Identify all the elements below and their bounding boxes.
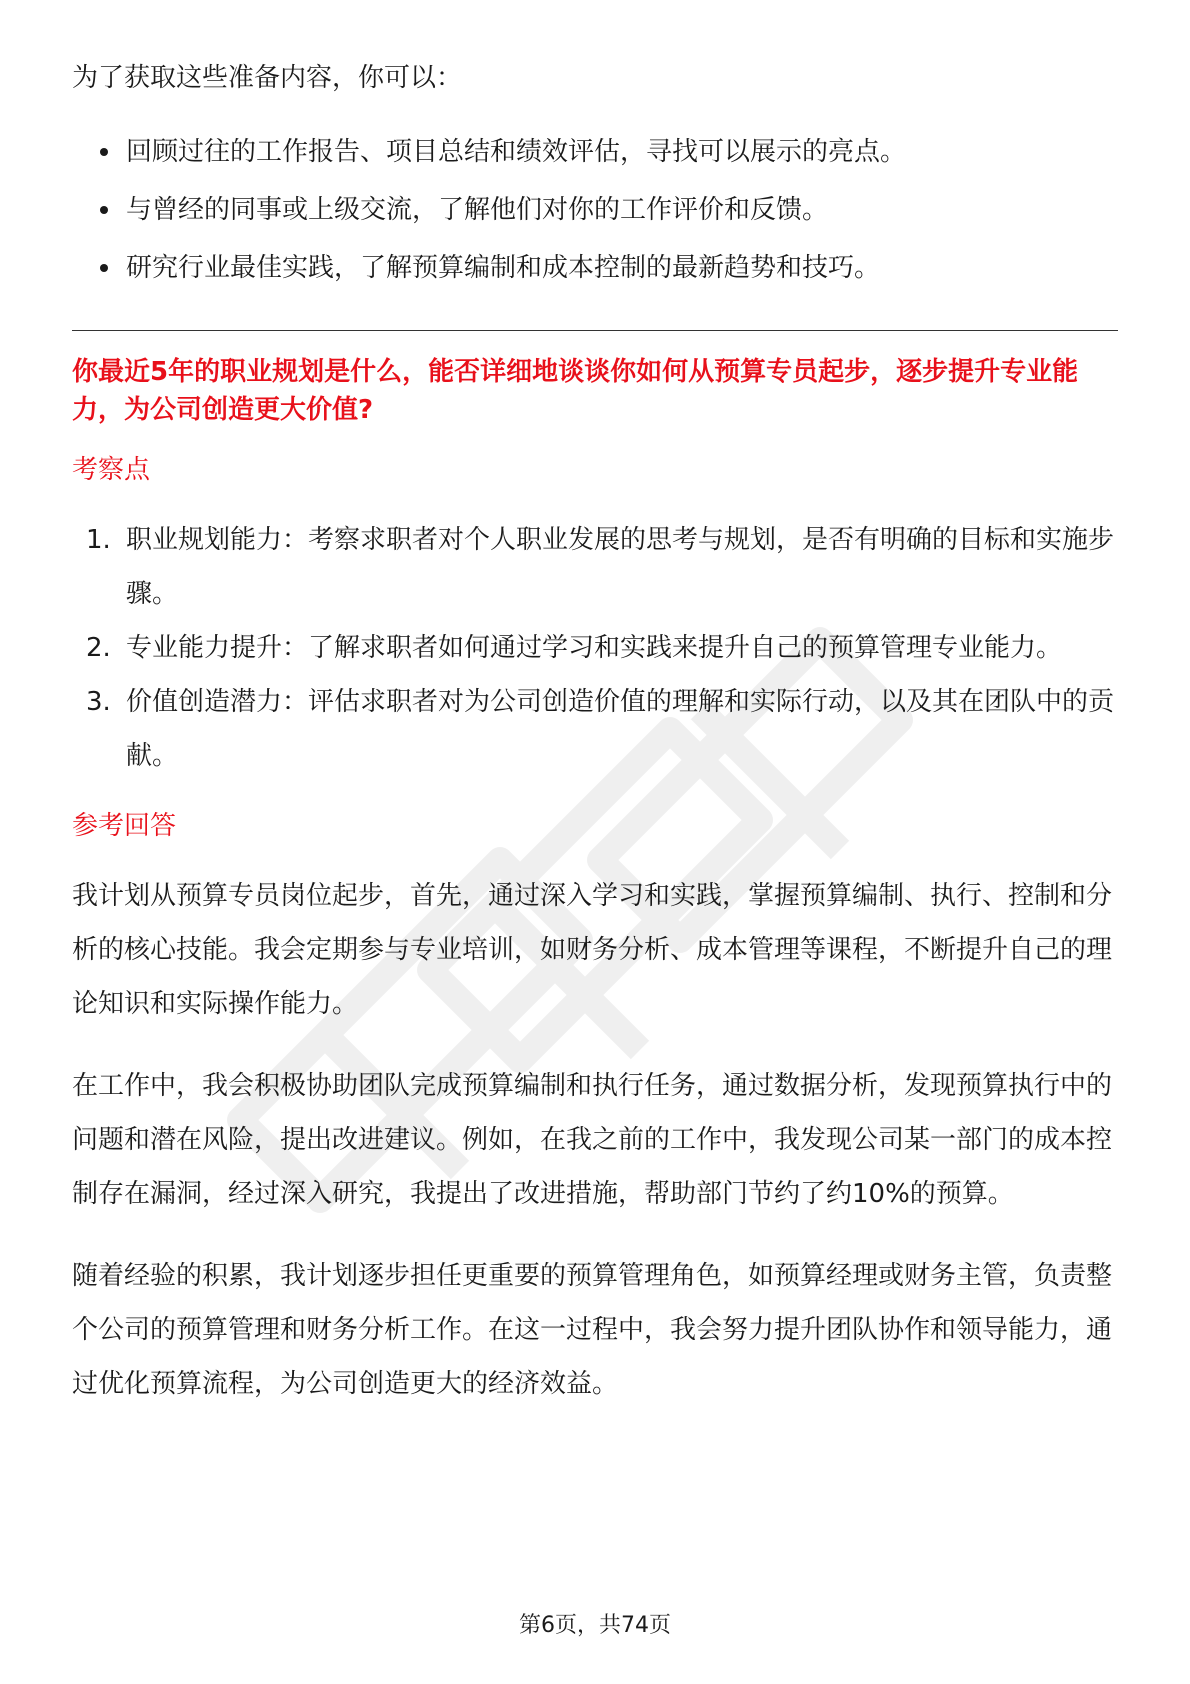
section-divider <box>72 330 1118 331</box>
list-item <box>72 132 1118 172</box>
intro-text: 为了获取这些准备内容，你可以： <box>72 63 463 93</box>
bullet-icon <box>100 206 108 214</box>
points-heading: 考察点 <box>72 455 151 485</box>
document-page <box>72 58 1118 1439</box>
question-heading: 你最近5年的职业规划是什么，能否详细地谈谈你如何从预算专员起步，逐步提升专业能力，为公司创造更大价值? <box>72 357 1079 425</box>
answer-paragraph: 我计划从预算专员岗位起步，首先，通过深入学习和实践，掌握预算编制、执行、控制和分析的核心技能。我会定期参与专业培训，如财务分析、成本管理等课程，不断提升自己的理论知识和实际操作能力。 <box>72 881 1113 1019</box>
item-text: 价值创造潜力：评估求职者对为公司创造价值的理解和实际行动，以及其在团队中的贡献。 <box>126 687 1115 771</box>
numbered-item <box>72 675 1118 783</box>
item-text: 职业规划能力：考察求职者对个人职业发展的思考与规划，是否有明确的目标和实施步骤。 <box>126 525 1115 609</box>
item-number: 2. <box>86 633 111 663</box>
prep-list <box>72 132 1118 288</box>
answer-paragraph: 在工作中，我会积极协助团队完成预算编制和执行任务，通过数据分析，发现预算执行中的问题和潜在风险，提出改进建议。例如，在我之前的工作中，我发现公司某一部门的成本控制存在漏洞，经过深入研究，我提出了改进措施，帮助部门节约了约10%的预算。 <box>72 1071 1113 1209</box>
list-item <box>72 248 1118 288</box>
answer-paragraph: 随着经验的积累，我计划逐步担任更重要的预算管理角色，如预算经理或财务主管，负责整个公司的预算管理和财务分析工作。在这一过程中，我会努力提升团队协作和领导能力，通过优化预算流程，为公司创造更大的经济效益。 <box>72 1261 1113 1399</box>
list-item <box>72 190 1118 230</box>
item-number: 3. <box>86 687 111 717</box>
numbered-item <box>72 513 1118 621</box>
numbered-item <box>72 621 1118 675</box>
list-item-text: 研究行业最佳实践，了解预算编制和成本控制的最新趋势和技巧。 <box>126 253 881 283</box>
item-number: 1. <box>86 525 111 555</box>
points-list <box>72 513 1118 783</box>
item-text: 专业能力提升：了解求职者如何通过学习和实践来提升自己的预算管理专业能力。 <box>126 633 1063 663</box>
answer-heading: 参考回答 <box>72 811 177 841</box>
page-footer: 第6页，共74页 <box>519 1613 671 1638</box>
list-item-text: 回顾过往的工作报告、项目总结和绩效评估，寻找可以展示的亮点。 <box>126 137 907 167</box>
bullet-icon <box>100 264 108 272</box>
bullet-icon <box>100 148 108 156</box>
list-item-text: 与曾经的同事或上级交流，了解他们对你的工作评价和反馈。 <box>126 195 829 225</box>
